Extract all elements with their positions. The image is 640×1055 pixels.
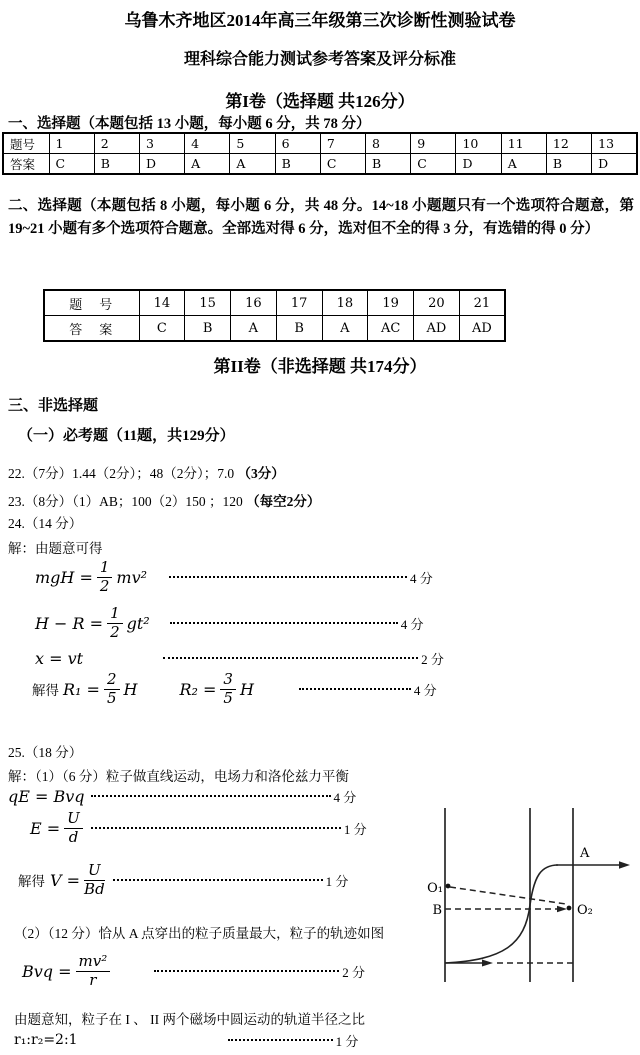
fraction-denominator: 5 bbox=[223, 688, 233, 707]
answer-cell: B bbox=[366, 154, 411, 175]
fraction bbox=[107, 603, 123, 641]
score-label: 1 分 bbox=[335, 1033, 359, 1049]
formula-lhs: H − R = bbox=[35, 613, 104, 633]
q25-formula-4 bbox=[22, 948, 365, 994]
question-number-cell: 4 bbox=[185, 133, 230, 154]
question-number-cell: 6 bbox=[275, 133, 320, 154]
score-label: 2 分 bbox=[342, 964, 366, 980]
q25-formula-3 bbox=[18, 858, 348, 902]
q23-answer-line bbox=[8, 490, 320, 510]
answer-cell: A bbox=[185, 154, 230, 175]
answer-cell: C bbox=[320, 154, 365, 175]
q23-text: 23.（8分）（1）AB；100（2）150 ；120 bbox=[8, 494, 247, 509]
fraction bbox=[97, 557, 113, 595]
answer-cell: AD bbox=[459, 316, 505, 342]
question-number-label: 题 号 bbox=[44, 290, 139, 316]
answer-cell: D bbox=[456, 154, 501, 175]
dot-leader bbox=[113, 879, 323, 882]
dot-leader bbox=[169, 576, 407, 579]
fraction-denominator: 5 bbox=[106, 688, 117, 707]
exit-arrowhead-icon bbox=[619, 861, 630, 869]
answer-cell: C bbox=[139, 316, 185, 342]
fraction bbox=[84, 860, 105, 898]
dot-leader bbox=[299, 688, 411, 691]
q24-solve-intro: 解：由题意可得 bbox=[8, 541, 103, 556]
q22-score-note: （3分） bbox=[237, 466, 285, 481]
score-label: 4 分 bbox=[413, 682, 437, 698]
answer-table-2 bbox=[43, 289, 506, 342]
dashed-chord-o1-o2 bbox=[450, 887, 566, 904]
answer-cell: B bbox=[276, 316, 322, 342]
label-a: A bbox=[580, 846, 590, 861]
q25-step1-text: 解：（1）（6 分）粒子做直线运动，电场力和洛伦兹力平衡 bbox=[8, 769, 349, 784]
q25-label: 25.（18 分） bbox=[8, 745, 83, 760]
question-number-cell: 20 bbox=[414, 290, 460, 316]
q25-step2-text: （2）（12 分）恰从 A 点穿出的粒子质量最大，粒子的轨迹如图 bbox=[14, 926, 385, 941]
dot-leader bbox=[170, 622, 398, 625]
trajectory-diagram bbox=[423, 793, 640, 993]
label-o1: O₁ bbox=[427, 881, 443, 896]
answer-label: 答 案 bbox=[44, 316, 139, 342]
q24-formula-2 bbox=[35, 602, 423, 644]
fraction-denominator: r bbox=[89, 970, 97, 989]
q24-formula-1 bbox=[35, 556, 433, 598]
formula-lhs: mgH = bbox=[35, 567, 93, 587]
answer-cell: A bbox=[230, 154, 275, 175]
question-number-cell: 12 bbox=[546, 133, 591, 154]
question-number-label: 题号 bbox=[3, 133, 49, 154]
q24-formula-4 bbox=[32, 668, 437, 710]
question-number-cell: 1 bbox=[49, 133, 94, 154]
question-number-cell: 8 bbox=[366, 133, 411, 154]
question-number-cell: 18 bbox=[322, 290, 368, 316]
formula-lhs: E = bbox=[30, 818, 61, 838]
label-b: B bbox=[432, 903, 442, 918]
answer-cell: D bbox=[592, 154, 637, 175]
doc-subtitle: 理科综合能力测试参考答案及评分标准 bbox=[183, 51, 456, 68]
score-label: 1 分 bbox=[325, 873, 349, 889]
fraction-denominator: 2 bbox=[99, 576, 110, 595]
dot-leader bbox=[91, 827, 341, 830]
entry-arrowhead-icon bbox=[482, 960, 493, 967]
formula-rhs: H bbox=[123, 679, 138, 699]
formula-rhs: gt² bbox=[126, 613, 150, 633]
formula-prefix: 解得 bbox=[18, 874, 45, 889]
formula-rhs: H bbox=[239, 679, 254, 699]
score-label: 2 分 bbox=[421, 651, 444, 667]
table-row bbox=[44, 316, 505, 342]
question-number-cell: 21 bbox=[459, 290, 505, 316]
formula-lhs: x = vt bbox=[35, 648, 84, 668]
fraction bbox=[64, 808, 83, 846]
particle-trajectory-curve bbox=[445, 865, 558, 963]
fraction-denominator: Bd bbox=[84, 879, 105, 898]
fraction-numerator: U bbox=[64, 811, 83, 829]
subsection1-heading: （一）必考题（11题，共129分） bbox=[18, 428, 235, 444]
table-row bbox=[3, 133, 637, 154]
answer-cell: B bbox=[94, 154, 139, 175]
answer-table-1 bbox=[2, 132, 638, 175]
o1-dot bbox=[446, 884, 451, 889]
answer-cell: A bbox=[501, 154, 546, 175]
question-number-cell: 7 bbox=[320, 133, 365, 154]
q24-label: 24.（14 分） bbox=[8, 516, 83, 531]
fraction-numerator: U bbox=[84, 863, 105, 881]
question-number-cell: 15 bbox=[185, 290, 231, 316]
answer-cell: A bbox=[322, 316, 368, 342]
q25-formula-5 bbox=[14, 1030, 358, 1050]
answer-cell: C bbox=[49, 154, 94, 175]
answer-cell: B bbox=[546, 154, 591, 175]
question-number-cell: 16 bbox=[231, 290, 277, 316]
section1-intro: 一、选择题（本题包括 13 小题，每小题 6 分，共 78 分） bbox=[8, 116, 371, 132]
question-number-cell: 9 bbox=[411, 133, 456, 154]
fraction bbox=[104, 669, 120, 707]
answer-cell: AC bbox=[368, 316, 414, 342]
answer-label: 答案 bbox=[3, 154, 49, 175]
fraction-denominator: 2 bbox=[110, 622, 120, 641]
dot-leader bbox=[91, 795, 331, 798]
formula-rhs: mv² bbox=[116, 567, 148, 587]
part2-heading: 第II卷（非选择题 共174分） bbox=[213, 357, 427, 376]
label-o2: O₂ bbox=[577, 903, 593, 918]
formula-prefix: 解得 bbox=[32, 683, 59, 698]
section2-intro: 二、选择题（本题包括 8 小题，每小题 6 分，共 48 分。14~18 小题题只有一个选项符合题意，第 19~21 小题有多个选项符合题意。全部选对得 6 分，选对但不全的得 3 分，有选错的得 0 分） bbox=[8, 198, 634, 237]
dot-leader bbox=[163, 657, 418, 660]
formula-lhs: Bvq = bbox=[22, 961, 72, 981]
formula-lhs: V = bbox=[50, 870, 81, 890]
fraction-numerator: mv² bbox=[76, 954, 111, 972]
score-label: 4 分 bbox=[333, 789, 357, 805]
part1-heading: 第I卷（选择题 共126分） bbox=[225, 92, 415, 111]
question-number-cell: 13 bbox=[592, 133, 637, 154]
formula-lhs: qE = Bvq bbox=[8, 786, 85, 806]
fraction-numerator: 1 bbox=[97, 560, 113, 578]
q24-formula-3 bbox=[35, 648, 444, 668]
fraction bbox=[220, 669, 236, 707]
doc-title: 乌鲁木齐地区2014年高三年级第三次诊断性测验试卷 bbox=[124, 11, 516, 30]
table-row bbox=[3, 154, 637, 175]
formula-lhs: R₁ = bbox=[63, 679, 100, 699]
q22-text: 22.（7分）1.44（2分）；48（2分）；7.0 bbox=[8, 466, 238, 481]
fraction-numerator: 2 bbox=[104, 672, 120, 690]
score-label: 1 分 bbox=[343, 821, 367, 837]
section3-heading: 三、非选择题 bbox=[8, 398, 99, 414]
question-number-cell: 11 bbox=[501, 133, 546, 154]
question-number-cell: 17 bbox=[276, 290, 322, 316]
dot-leader bbox=[228, 1039, 333, 1042]
answer-cell: B bbox=[275, 154, 320, 175]
q23-score-note: （每空2分） bbox=[246, 494, 321, 509]
question-number-cell: 3 bbox=[139, 133, 184, 154]
q25-radius-ratio-text: 由题意知，粒子在 I 、 II 两个磁场中圆运动的轨道半径之比 bbox=[14, 1012, 365, 1027]
fraction-numerator: 3 bbox=[220, 672, 236, 690]
q25-formula-1 bbox=[8, 786, 356, 806]
q22-answer-line bbox=[8, 462, 285, 482]
question-number-cell: 5 bbox=[230, 133, 275, 154]
score-label: 4 分 bbox=[410, 570, 433, 586]
answer-cell: AD bbox=[414, 316, 460, 342]
formula-lhs: R₂ = bbox=[179, 679, 217, 699]
table-row bbox=[44, 290, 505, 316]
q25-formula-2 bbox=[30, 808, 367, 848]
score-label: 4 分 bbox=[400, 616, 424, 632]
answer-cell: D bbox=[139, 154, 184, 175]
question-number-cell: 2 bbox=[94, 133, 139, 154]
question-number-cell: 19 bbox=[368, 290, 414, 316]
dashed-arrowhead-icon bbox=[557, 906, 567, 912]
fraction-numerator: 1 bbox=[107, 606, 123, 624]
o2-dot bbox=[567, 906, 572, 911]
question-number-cell: 14 bbox=[139, 290, 185, 316]
formula-lhs: r₁:r₂=2:1 bbox=[14, 1032, 78, 1048]
answer-cell: A bbox=[231, 316, 277, 342]
dot-leader bbox=[154, 970, 339, 973]
fraction-denominator: d bbox=[68, 827, 79, 846]
answer-cell: C bbox=[411, 154, 456, 175]
fraction bbox=[76, 951, 111, 989]
question-number-cell: 10 bbox=[456, 133, 501, 154]
answer-cell: B bbox=[185, 316, 231, 342]
